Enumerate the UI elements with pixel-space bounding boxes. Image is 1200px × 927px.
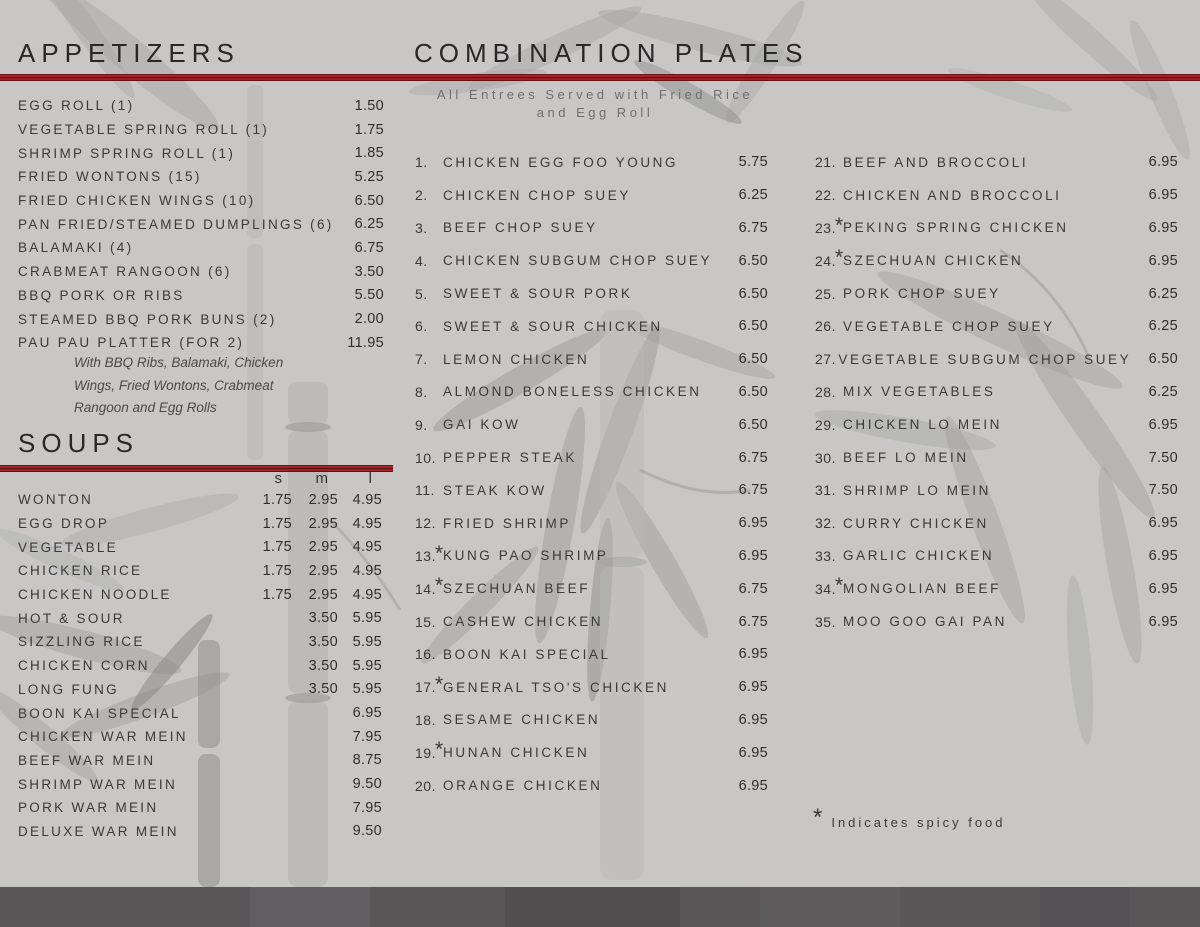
- soup-row: [18, 749, 382, 773]
- header-rule: [0, 74, 1200, 81]
- combo-price: 6.95: [1148, 547, 1178, 564]
- appetizer-price: 1.85: [354, 145, 384, 162]
- soup-row: [18, 488, 382, 512]
- soup-price-medium: 2.95: [308, 586, 338, 603]
- combo-name: CHICKEN EGG FOO YOUNG: [443, 154, 679, 170]
- combo-number: 24.: [815, 252, 836, 269]
- combo-name: CHICKEN CHOP SUEY: [443, 187, 631, 203]
- combo-price: 7.50: [1148, 449, 1178, 466]
- combo-price: 6.95: [738, 679, 768, 696]
- soup-name: VEGETABLE: [18, 539, 118, 555]
- appetizer-name: EGG ROLL (1): [18, 98, 135, 114]
- appetizers-list: [18, 94, 384, 355]
- combo-name: VEGETABLE SUBGUM CHOP SUEY: [838, 351, 1132, 367]
- appetizer-name: CRABMEAT RANGOON (6): [18, 264, 232, 280]
- soup-row: [18, 820, 382, 844]
- appetizer-row: [18, 189, 384, 213]
- combo-number: 27.: [815, 351, 836, 368]
- combo-row: [815, 605, 1178, 638]
- combo-number: 21.: [815, 154, 836, 171]
- combo-name: CURRY CHICKEN: [843, 515, 989, 531]
- soup-price-medium: 2.95: [308, 515, 338, 532]
- combo-price: 6.95: [738, 547, 768, 564]
- combo-number: 26.: [815, 318, 836, 335]
- spicy-asterisk-icon: *: [813, 804, 823, 831]
- spicy-asterisk-icon: *: [835, 246, 844, 270]
- combo-price: 6.95: [738, 646, 768, 663]
- appetizer-name: PAN FRIED/STEAMED DUMPLINGS (6): [18, 216, 334, 232]
- combo-name: PORK CHOP SUEY: [843, 286, 1001, 302]
- combo-name: CASHEW CHICKEN: [443, 614, 604, 630]
- appetizer-price: 3.50: [354, 263, 384, 280]
- soup-price-large: 7.95: [352, 799, 382, 816]
- appetizer-row: [18, 236, 384, 260]
- combo-row: [815, 474, 1178, 507]
- appetizer-row: [18, 165, 384, 189]
- combo-number: 7.: [415, 351, 428, 368]
- combo-number: 10.: [415, 449, 436, 466]
- combo-name: LEMON CHICKEN: [443, 351, 590, 367]
- soup-row: [18, 772, 382, 796]
- subtitle-line-1: All Entrees Served with Fried Rice: [436, 87, 754, 102]
- appetizer-name: FRIED CHICKEN WINGS (10): [18, 193, 256, 209]
- combo-number: 16.: [415, 646, 436, 663]
- soup-name: CHICKEN NOODLE: [18, 587, 172, 603]
- combo-row: [415, 376, 768, 409]
- size-large-label: l: [368, 469, 372, 487]
- combo-name: ALMOND BONELESS CHICKEN: [443, 384, 702, 400]
- combo-name: KUNG PAO SHRIMP: [443, 548, 609, 564]
- combo-number: 18.: [415, 711, 436, 728]
- combo-name: BEEF CHOP SUEY: [443, 220, 598, 236]
- soup-name: SHRIMP WAR MEIN: [18, 776, 178, 792]
- combo-row: [815, 343, 1178, 376]
- combo-number: 19.: [415, 744, 436, 761]
- soup-name: HOT & SOUR: [18, 610, 125, 626]
- combo-row: [815, 441, 1178, 474]
- combo-name: GENERAL TSO'S CHICKEN: [443, 679, 669, 695]
- combo-price: 6.75: [738, 219, 768, 236]
- appetizer-row: [18, 331, 384, 355]
- combo-number: 31.: [815, 482, 836, 499]
- spicy-asterisk-icon: *: [435, 541, 444, 565]
- combo-name: HUNAN CHICKEN: [443, 745, 590, 761]
- soup-price-medium: 3.50: [308, 610, 338, 627]
- combo-row: [415, 408, 768, 441]
- combo-number: 2.: [415, 187, 428, 204]
- combo-number: 25.: [815, 285, 836, 302]
- combo-number: 13.: [415, 547, 436, 564]
- soup-name: LONG FUNG: [18, 681, 119, 697]
- combo-price: 6.95: [1148, 187, 1178, 204]
- soup-row: [18, 630, 382, 654]
- combo-number: 3.: [415, 219, 428, 236]
- appetizer-row: [18, 284, 384, 308]
- soup-price-medium: 3.50: [308, 657, 338, 674]
- combo-row: [415, 540, 768, 573]
- soup-row: [18, 606, 382, 630]
- combo-number: 23.: [815, 219, 836, 236]
- combo-price: 6.75: [738, 449, 768, 466]
- combo-price: 6.95: [738, 744, 768, 761]
- combo-price: 6.95: [1148, 252, 1178, 269]
- spicy-asterisk-icon: *: [435, 672, 444, 696]
- combo-row: [415, 343, 768, 376]
- appetizer-name: PAU PAU PLATTER (FOR 2): [18, 335, 245, 351]
- soup-price-small: 1.75: [262, 539, 292, 556]
- combo-row: [415, 704, 768, 737]
- combo-row: [415, 310, 768, 343]
- footer-band-shape: [1040, 887, 1130, 927]
- combo-name: GAI KOW: [443, 417, 521, 433]
- combo-row: [415, 572, 768, 605]
- combo-number: 4.: [415, 252, 428, 269]
- appetizer-row: [18, 141, 384, 165]
- appetizer-name: VEGETABLE SPRING ROLL (1): [18, 122, 270, 138]
- appetizer-name: SHRIMP SPRING ROLL (1): [18, 145, 236, 161]
- combo-price: 6.95: [738, 777, 768, 794]
- size-small-label: s: [274, 469, 282, 487]
- combo-price: 6.50: [738, 318, 768, 335]
- soup-price-large: 5.95: [352, 633, 382, 650]
- combo-row: [815, 572, 1178, 605]
- combo-row: [415, 146, 768, 179]
- soup-row: [18, 559, 382, 583]
- combo-number: 28.: [815, 383, 836, 400]
- combo-number: 22.: [815, 187, 836, 204]
- spicy-asterisk-icon: *: [435, 738, 444, 762]
- spicy-asterisk-icon: *: [835, 213, 844, 237]
- combo-price: 7.50: [1148, 482, 1178, 499]
- soup-price-large: 5.95: [352, 657, 382, 674]
- appetizer-price: 6.25: [354, 216, 384, 233]
- combo-price: 6.25: [1148, 318, 1178, 335]
- soup-name: BOON KAI SPECIAL: [18, 705, 181, 721]
- combo-price: 6.95: [1148, 580, 1178, 597]
- combo-number: 20.: [415, 777, 436, 794]
- combo-price: 5.75: [738, 154, 768, 171]
- combo-price: 6.75: [738, 613, 768, 630]
- soup-price-medium: 3.50: [308, 681, 338, 698]
- combo-price: 6.95: [1148, 515, 1178, 532]
- soup-price-small: 1.75: [262, 586, 292, 603]
- combo-row: [415, 736, 768, 769]
- appetizer-row: [18, 118, 384, 142]
- combo-row: [415, 441, 768, 474]
- soup-price-large: 9.50: [352, 776, 382, 793]
- appetizer-price: 1.75: [354, 121, 384, 138]
- footer-band: [0, 887, 1200, 927]
- soup-price-large: 5.95: [352, 610, 382, 627]
- footer-band-shape: [505, 887, 680, 927]
- combo-price: 6.50: [738, 351, 768, 368]
- combo-row: [815, 146, 1178, 179]
- combo-number: 33.: [815, 547, 836, 564]
- size-medium-label: m: [315, 469, 328, 487]
- combo-price: 6.95: [738, 515, 768, 532]
- combo-row: [815, 507, 1178, 540]
- combo-number: 5.: [415, 285, 428, 302]
- combo-row: [415, 179, 768, 212]
- spicy-asterisk-icon: *: [435, 574, 444, 598]
- combo-name: STEAK KOW: [443, 482, 547, 498]
- combo-row: [415, 769, 768, 802]
- combo-name: MOO GOO GAI PAN: [843, 614, 1008, 630]
- combo-price: 6.25: [1148, 285, 1178, 302]
- spicy-asterisk-icon: *: [835, 574, 844, 598]
- appetizers-title: APPETIZERS: [18, 38, 240, 68]
- combo-row: [815, 376, 1178, 409]
- combo-row: [415, 671, 768, 704]
- combo-name: FRIED SHRIMP: [443, 515, 571, 531]
- soup-price-small: 1.75: [262, 515, 292, 532]
- footer-band-shape: [250, 887, 370, 927]
- combo-name: BEEF AND BROCCOLI: [843, 154, 1029, 170]
- soup-name: DELUXE WAR MEIN: [18, 823, 179, 839]
- combo-price: 6.75: [738, 482, 768, 499]
- combo-number: 14.: [415, 580, 436, 597]
- combo-row: [815, 540, 1178, 573]
- appetizer-price: 6.50: [354, 192, 384, 209]
- soup-price-medium: 3.50: [308, 633, 338, 650]
- combo-name: MONGOLIAN BEEF: [843, 581, 1001, 597]
- spicy-footnote: [813, 806, 1006, 830]
- combo-price: 6.95: [1148, 416, 1178, 433]
- combo-name: PEPPER STEAK: [443, 450, 577, 466]
- combo-name: SESAME CHICKEN: [443, 712, 601, 728]
- soup-row: [18, 701, 382, 725]
- combo-price: 6.50: [738, 416, 768, 433]
- combo-number: 1.: [415, 154, 428, 171]
- soup-name: CHICKEN CORN: [18, 658, 150, 674]
- combo-name: MIX VEGETABLES: [843, 384, 996, 400]
- soup-name: EGG DROP: [18, 516, 110, 532]
- combo-name: VEGETABLE CHOP SUEY: [843, 318, 1055, 334]
- combo-price: 6.50: [738, 252, 768, 269]
- appetizer-row: [18, 260, 384, 284]
- combo-number: 29.: [815, 416, 836, 433]
- appetizer-price: 1.50: [354, 97, 384, 114]
- combo-price: 6.25: [1148, 383, 1178, 400]
- combo-name: CHICKEN SUBGUM CHOP SUEY: [442, 253, 713, 269]
- appetizer-name: STEAMED BBQ PORK BUNS (2): [18, 311, 277, 327]
- combo-row: [415, 212, 768, 245]
- combo-name: SZECHUAN CHICKEN: [843, 253, 1024, 269]
- combo-price: 6.25: [738, 187, 768, 204]
- combo-row: [415, 507, 768, 540]
- combo-price: 6.95: [1148, 613, 1178, 630]
- soup-name: WONTON: [18, 492, 94, 508]
- appetizer-name: BALAMAKI (4): [18, 240, 134, 256]
- combo-number: 12.: [415, 515, 436, 532]
- appetizer-row: [18, 94, 384, 118]
- soup-name: PORK WAR MEIN: [18, 800, 159, 816]
- spicy-footnote-text: Indicates spicy food: [831, 815, 1006, 830]
- combo-name: GARLIC CHICKEN: [843, 548, 995, 564]
- soup-name: CHICKEN WAR MEIN: [18, 729, 188, 745]
- combo-price: 6.95: [738, 711, 768, 728]
- soup-row: [18, 796, 382, 820]
- combo-price: 6.95: [1148, 219, 1178, 236]
- soup-row: [18, 512, 382, 536]
- appetizer-row: [18, 307, 384, 331]
- soup-row: [18, 535, 382, 559]
- appetizer-price: 5.50: [354, 287, 384, 304]
- soup-row: [18, 725, 382, 749]
- soup-price-large: 4.95: [352, 515, 382, 532]
- combo-number: 17.: [415, 679, 436, 696]
- combo-row: [415, 244, 768, 277]
- appetizer-price: 6.75: [354, 239, 384, 256]
- combination-subtitle: [415, 86, 775, 122]
- combo-name: BOON KAI SPECIAL: [443, 646, 611, 662]
- appetizer-row: [18, 212, 384, 236]
- appetizer-price: 2.00: [354, 311, 384, 328]
- combo-number: 9.: [415, 416, 428, 433]
- combo-number: 11.: [415, 482, 435, 499]
- appetizer-price: 11.95: [347, 334, 384, 351]
- soup-price-large: 6.95: [352, 705, 382, 722]
- soup-price-medium: 2.95: [308, 562, 338, 579]
- soups-list: [18, 488, 382, 843]
- combo-name: PEKING SPRING CHICKEN: [843, 220, 1069, 236]
- combo-name: SZECHUAN BEEF: [443, 581, 591, 597]
- combination-column-1: [415, 146, 768, 802]
- combo-number: 35.: [815, 613, 836, 630]
- combo-row: [815, 408, 1178, 441]
- footer-band-shape: [760, 887, 900, 927]
- soup-size-header: [18, 468, 382, 488]
- soup-name: SIZZLING RICE: [18, 634, 145, 650]
- soup-price-large: 8.75: [352, 752, 382, 769]
- appetizer-price: 5.25: [354, 168, 384, 185]
- soups-title: SOUPS: [18, 428, 140, 458]
- soup-price-large: 7.95: [352, 728, 382, 745]
- combo-name: ORANGE CHICKEN: [443, 778, 603, 794]
- combo-name: CHICKEN AND BROCCOLI: [843, 187, 1062, 203]
- subtitle-line-2: and Egg Roll: [536, 105, 654, 120]
- soup-row: [18, 583, 382, 607]
- soup-price-large: 4.95: [352, 586, 382, 603]
- soup-price-small: 1.75: [262, 562, 292, 579]
- combo-number: 8.: [415, 383, 428, 400]
- combo-number: 34.: [815, 580, 836, 597]
- combo-name: CHICKEN LO MEIN: [843, 417, 1003, 433]
- soup-price-medium: 2.95: [308, 491, 338, 508]
- combo-price: 6.50: [738, 383, 768, 400]
- soup-price-large: 9.50: [352, 823, 382, 840]
- combo-row: [815, 244, 1178, 277]
- combo-number: 15.: [415, 613, 436, 630]
- combo-number: 32.: [815, 515, 836, 532]
- soup-price-large: 4.95: [352, 539, 382, 556]
- combo-row: [415, 474, 768, 507]
- soup-row: [18, 654, 382, 678]
- combination-plates-title: COMBINATION PLATES: [414, 38, 809, 68]
- combo-row: [415, 605, 768, 638]
- soup-price-large: 4.95: [352, 562, 382, 579]
- combo-number: 6.: [415, 318, 428, 335]
- combo-name: BEEF LO MEIN: [843, 450, 969, 466]
- soup-price-large: 5.95: [352, 681, 382, 698]
- combo-price: 6.75: [738, 580, 768, 597]
- combo-price: 6.95: [1148, 154, 1178, 171]
- soup-row: [18, 678, 382, 702]
- combo-row: [815, 179, 1178, 212]
- combination-column-2: [815, 146, 1178, 638]
- combo-row: [415, 638, 768, 671]
- combo-number: 30.: [815, 449, 836, 466]
- soup-name: BEEF WAR MEIN: [18, 752, 156, 768]
- appetizer-name: FRIED WONTONS (15): [18, 169, 202, 185]
- soup-price-small: 1.75: [262, 491, 292, 508]
- pau-pau-platter-note: With BBQ Ribs, Balamaki, Chicken Wings, Fried Wontons, Crabmeat Rangoon and Egg Rolls: [74, 355, 284, 415]
- combo-row: [815, 277, 1178, 310]
- combo-price: 6.50: [1148, 351, 1178, 368]
- combo-row: [415, 277, 768, 310]
- soup-name: CHICKEN RICE: [18, 563, 143, 579]
- soup-price-large: 4.95: [352, 491, 382, 508]
- combo-name: SHRIMP LO MEIN: [843, 482, 991, 498]
- combo-name: SWEET & SOUR PORK: [443, 286, 633, 302]
- combo-row: [815, 310, 1178, 343]
- combo-row: [815, 212, 1178, 245]
- combo-name: SWEET & SOUR CHICKEN: [443, 318, 663, 334]
- appetizer-name: BBQ PORK OR RIBS: [18, 287, 185, 303]
- combo-price: 6.50: [738, 285, 768, 302]
- soup-price-medium: 2.95: [308, 539, 338, 556]
